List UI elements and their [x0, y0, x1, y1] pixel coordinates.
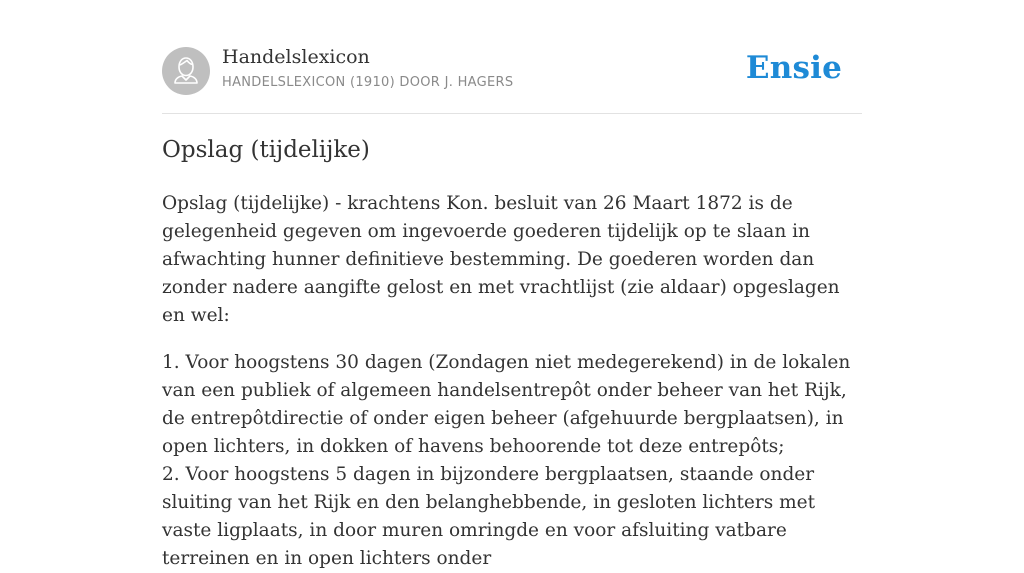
source-subtitle: HANDELSLEXICON (1910) DOOR J. HAGERS	[222, 75, 514, 90]
article-paragraph: Opslag (tijdelijke) - krachtens Kon. besluit van 26 Maart 1872 is de gelegenheid gegeven om ingevoerde goederen tijdelijk op te slaan in afwachting hunner definitieve bestemming. De goederen worden dan zonder nadere aangifte gelost en met vrachtlijst (zie aldaar) opgeslagen en wel:	[162, 193, 840, 326]
article-paragraph: 2. Voor hoogstens 5 dagen in bijzondere bergplaatsen, staande onder sluiting van het Rijk en den belanghebbende, in gesloten lichters met vaste ligplaats, in door muren omringde en voor afsluiting vatbare terreinen en in open lichters onder	[162, 464, 816, 569]
page-title: Opslag (tijdelijke)	[162, 137, 370, 163]
ensie-logo[interactable]: Ensie	[745, 50, 842, 86]
user-avatar-icon[interactable]	[162, 47, 210, 95]
source-name[interactable]: Handelslexicon	[222, 46, 370, 68]
page	[162, 0, 862, 569]
article-paragraph: 1. Voor hoogstens 30 dagen (Zondagen niet medegerekend) in de lokalen van een publiek of algemeen handelsentrepôt onder beheer van het Rijk, de entrepôtdirectie of onder eigen beheer (afgehuurde bergplaatsen), in open lichters, in dokken of havens behoorende tot deze entrepôts;	[162, 352, 851, 457]
source-header	[162, 0, 862, 114]
article-body	[162, 190, 866, 573]
